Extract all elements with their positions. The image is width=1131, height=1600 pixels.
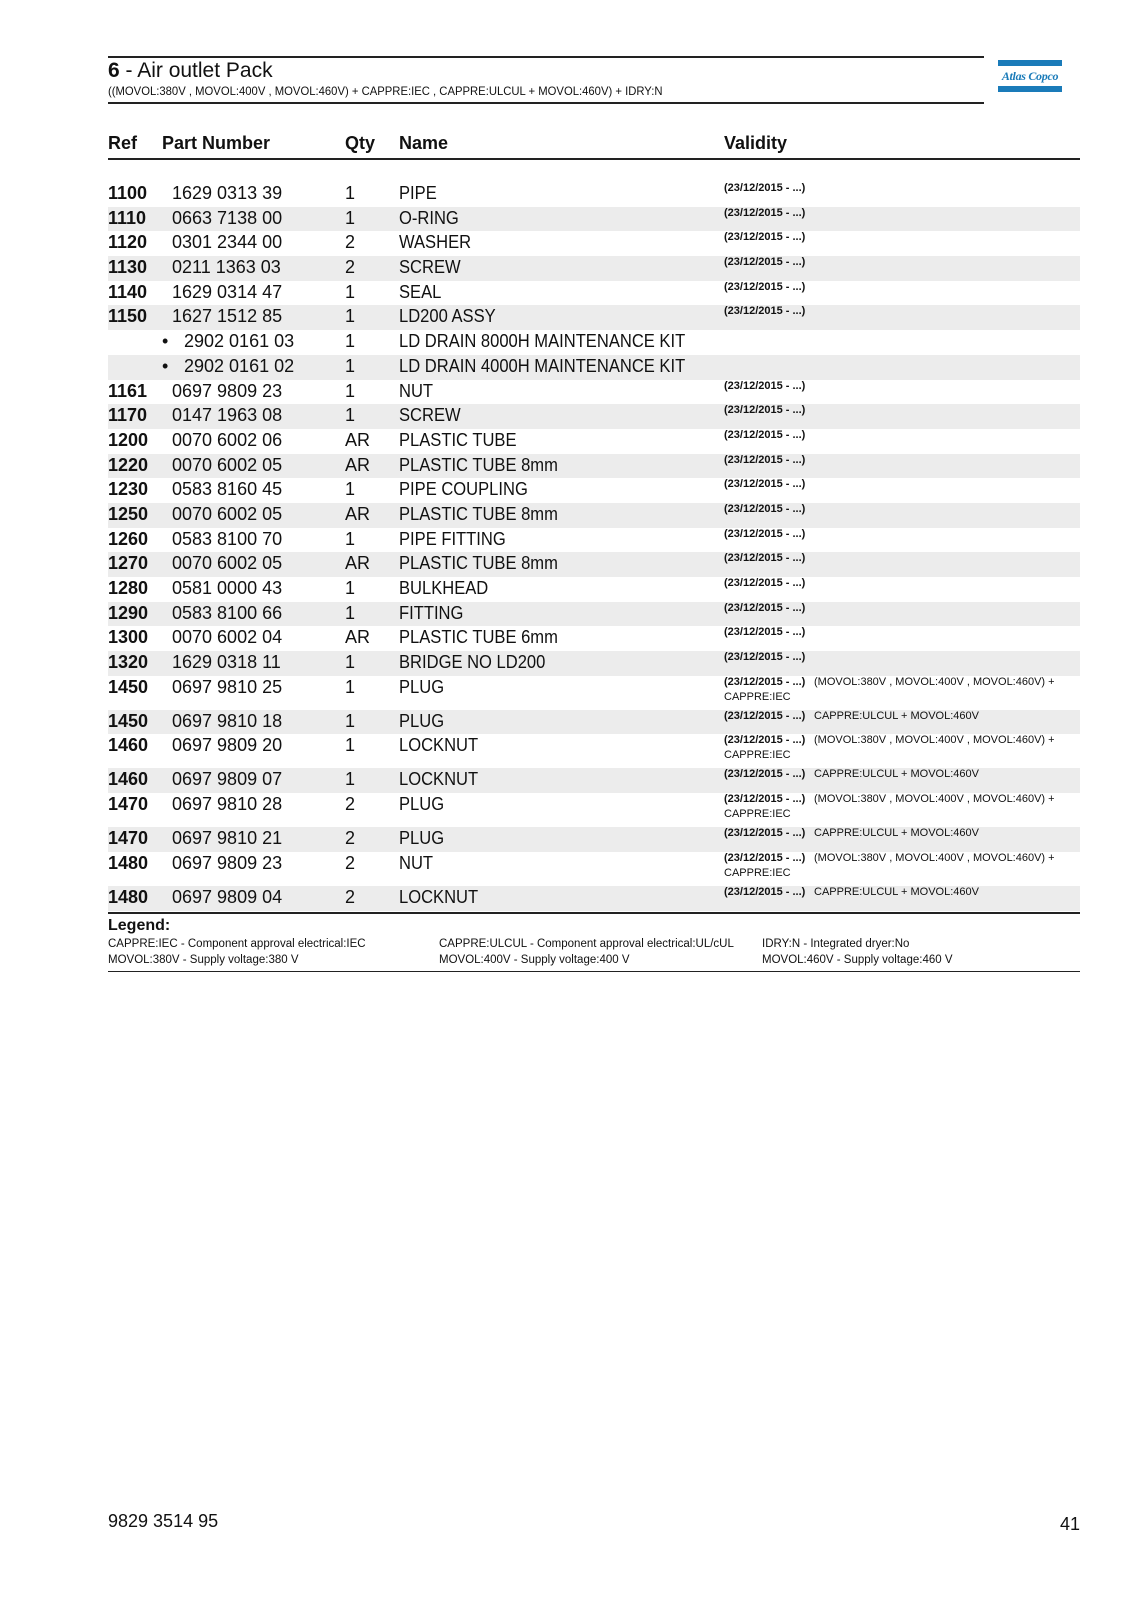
ref-cell: 1460 <box>108 769 149 790</box>
part-number-cell: 0070 6002 05 <box>172 503 283 524</box>
part-number-cell: 2902 0161 02 <box>184 355 295 376</box>
table-row <box>108 256 1080 281</box>
legend-title: Legend: <box>108 917 171 934</box>
validity-condition: (MOVOL:380V , MOVOL:400V , MOVOL:460V) + <box>814 793 1055 806</box>
table-row <box>108 429 1080 454</box>
validity-date: (23/12/2015 - ...) <box>724 182 806 194</box>
name-cell: PIPE <box>399 183 437 203</box>
ref-cell: 1470 <box>108 794 149 815</box>
part-number-cell: 0147 1963 08 <box>172 405 283 426</box>
qty-cell: 1 <box>345 652 356 673</box>
validity-date: (23/12/2015 - ...) <box>724 428 806 441</box>
table-row <box>108 552 1080 577</box>
table-row <box>108 602 1080 627</box>
ref-cell: 1270 <box>108 553 149 574</box>
legend-item: CAPPRE:ULCUL - Component approval electrical:UL/cUL <box>439 938 734 950</box>
name-cell: PLASTIC TUBE 8mm <box>399 503 558 524</box>
name-cell: PLASTIC TUBE 6mm <box>399 627 558 648</box>
table-row <box>108 380 1080 405</box>
qty-cell: 1 <box>345 306 356 327</box>
part-number-cell: 0211 1363 03 <box>172 257 281 278</box>
part-number-cell: 0070 6002 05 <box>172 553 283 574</box>
validity-date: (23/12/2015 - ...) <box>724 404 806 417</box>
ref-cell: 1290 <box>108 602 149 623</box>
validity-date: (23/12/2015 - ...) <box>724 885 806 898</box>
part-number-cell: 0301 2344 00 <box>172 232 283 253</box>
qty-cell: AR <box>345 553 371 574</box>
col-header-part-number: Part Number <box>162 133 271 153</box>
ref-cell: 1170 <box>108 405 148 426</box>
part-number-cell: 0070 6002 06 <box>172 429 283 450</box>
qty-cell: 2 <box>345 828 356 849</box>
validity-date: (23/12/2015 - ...) <box>724 601 806 614</box>
qty-cell: 1 <box>345 769 356 790</box>
qty-cell: 2 <box>345 852 356 873</box>
legend-item: MOVOL:380V - Supply voltage:380 V <box>108 954 299 966</box>
table-row <box>108 231 1080 256</box>
part-number-cell: 0070 6002 05 <box>172 454 283 475</box>
section-header <box>108 56 984 104</box>
validity-condition-continued: CAPPRE:IEC <box>724 866 791 879</box>
qty-cell: 2 <box>345 794 356 815</box>
name-cell: BRIDGE NO LD200 <box>399 652 546 673</box>
table-row <box>108 478 1080 503</box>
validity-condition: CAPPRE:ULCUL + MOVOL:460V <box>814 885 979 898</box>
qty-cell: 1 <box>345 355 356 376</box>
ref-cell: 1460 <box>108 735 149 756</box>
name-cell: BULKHEAD <box>399 578 489 598</box>
ref-cell: 1200 <box>108 429 149 450</box>
validity-date: (23/12/2015 - ...) <box>724 675 806 688</box>
validity-date: (23/12/2015 - ...) <box>724 478 806 491</box>
table-row <box>108 454 1080 479</box>
validity-date: (23/12/2015 - ...) <box>724 527 806 540</box>
part-number-cell: 1629 0313 39 <box>172 183 283 203</box>
validity-condition: (MOVOL:380V , MOVOL:400V , MOVOL:460V) + <box>814 675 1055 688</box>
part-number-cell: 1629 0314 47 <box>172 281 283 302</box>
logo-text: Atlas Copco <box>1001 69 1059 83</box>
validity-condition: CAPPRE:ULCUL + MOVOL:460V <box>814 709 979 722</box>
qty-cell: 1 <box>345 380 356 401</box>
section-title <box>108 59 273 83</box>
validity-condition: (MOVOL:380V , MOVOL:400V , MOVOL:460V) + <box>814 851 1055 864</box>
col-header-validity: Validity <box>724 133 788 153</box>
part-number-cell: 0697 9809 04 <box>172 886 283 907</box>
qty-cell: 1 <box>345 405 356 426</box>
table-row <box>108 404 1080 429</box>
name-cell: NUT <box>399 852 434 873</box>
legend-item: MOVOL:460V - Supply voltage:460 V <box>762 954 953 966</box>
validity-date: (23/12/2015 - ...) <box>724 651 806 664</box>
qty-cell: 1 <box>345 183 356 203</box>
qty-cell: 1 <box>345 281 356 302</box>
ref-cell: 1130 <box>108 257 148 278</box>
part-number-cell: 0697 9810 25 <box>172 676 283 697</box>
ref-cell: 1450 <box>108 676 149 697</box>
section-subtitle: ((MOVOL:380V , MOVOL:400V , MOVOL:460V) + CAPPRE:IEC , CAPPRE:ULCUL + MOVOL:460V) + IDRY:N <box>108 84 663 98</box>
logo-bar-top <box>998 60 1062 66</box>
part-number-cell: 0583 8160 45 <box>172 479 283 500</box>
validity-condition-continued: CAPPRE:IEC <box>724 749 791 762</box>
name-cell: WASHER <box>399 232 472 253</box>
part-number-cell: 0663 7138 00 <box>172 207 283 228</box>
name-cell: LD DRAIN 8000H MAINTENANCE KIT <box>399 331 686 352</box>
table-row <box>108 528 1080 553</box>
validity-date: (23/12/2015 - ...) <box>724 305 806 318</box>
table-row <box>108 886 1080 911</box>
ref-cell: 1120 <box>108 232 148 253</box>
page-number: 41 <box>1059 1514 1080 1534</box>
validity-condition-continued: CAPPRE:IEC <box>724 808 791 821</box>
name-cell: LOCKNUT <box>399 735 479 756</box>
name-cell: LD DRAIN 4000H MAINTENANCE KIT <box>399 355 686 376</box>
legend <box>108 912 1080 972</box>
validity-date: (23/12/2015 - ...) <box>724 502 806 515</box>
name-cell: PIPE FITTING <box>399 528 506 549</box>
validity-condition: CAPPRE:ULCUL + MOVOL:460V <box>814 827 979 840</box>
validity-date: (23/12/2015 - ...) <box>724 768 806 781</box>
legend-item: MOVOL:400V - Supply voltage:400 V <box>439 954 630 966</box>
ref-cell: 1250 <box>108 503 149 524</box>
table-row <box>108 793 1080 827</box>
validity-date: (23/12/2015 - ...) <box>724 206 806 219</box>
validity-date: (23/12/2015 - ...) <box>724 231 806 244</box>
part-number-cell: 0583 8100 66 <box>172 602 283 623</box>
name-cell: SEAL <box>399 281 442 302</box>
name-cell: FITTING <box>399 602 464 623</box>
ref-cell: 1230 <box>108 479 149 500</box>
logo-bar-bottom <box>998 86 1062 92</box>
table-row <box>108 676 1080 710</box>
qty-cell: 1 <box>345 735 356 756</box>
name-cell: PIPE COUPLING <box>399 479 528 500</box>
legend-item: IDRY:N - Integrated dryer:No <box>762 938 910 950</box>
col-header-name: Name <box>399 133 449 153</box>
validity-date: (23/12/2015 - ...) <box>724 851 806 864</box>
part-number-cell: 0697 9810 28 <box>172 794 283 815</box>
table-row <box>108 651 1080 676</box>
legend-item: CAPPRE:IEC - Component approval electrical:IEC <box>108 938 366 950</box>
table-row <box>108 577 1080 602</box>
qty-cell: AR <box>345 503 371 524</box>
validity-date: (23/12/2015 - ...) <box>724 827 806 840</box>
validity-date: (23/12/2015 - ...) <box>724 256 806 269</box>
part-number-cell: 0697 9809 23 <box>172 380 283 401</box>
table-row-subpart <box>108 330 1080 355</box>
validity-date: (23/12/2015 - ...) <box>724 793 806 806</box>
col-header-ref: Ref <box>108 133 138 153</box>
name-cell: PLUG <box>399 710 445 731</box>
part-number-cell: 0697 9809 20 <box>172 735 283 756</box>
part-number-cell: 0697 9809 23 <box>172 852 283 873</box>
validity-date: (23/12/2015 - ...) <box>724 626 806 639</box>
qty-cell: AR <box>345 454 371 475</box>
section-title-text: - Air outlet Pack <box>119 59 273 82</box>
name-cell: LD200 ASSY <box>399 306 496 327</box>
validity-date: (23/12/2015 - ...) <box>724 734 806 747</box>
qty-cell: 1 <box>345 331 356 352</box>
ref-cell: 1150 <box>108 306 148 327</box>
name-cell: PLUG <box>399 794 445 815</box>
part-number-cell: 1627 1512 85 <box>172 306 283 327</box>
name-cell: PLASTIC TUBE 8mm <box>399 553 558 574</box>
qty-cell: 1 <box>345 602 356 623</box>
validity-condition-continued: CAPPRE:IEC <box>724 690 791 703</box>
ref-cell: 1140 <box>108 281 148 302</box>
qty-cell: 1 <box>345 578 356 598</box>
table-row <box>108 626 1080 651</box>
qty-cell: AR <box>345 627 371 648</box>
qty-cell: 1 <box>345 207 356 228</box>
part-number-cell: 0697 9809 07 <box>172 769 283 790</box>
table-row <box>108 710 1080 735</box>
ref-cell: 1450 <box>108 710 149 731</box>
table-row <box>108 207 1080 232</box>
ref-cell: 1110 <box>108 207 147 228</box>
part-number-cell: 0697 9810 18 <box>172 710 283 731</box>
table-row-subpart <box>108 355 1080 380</box>
validity-date: (23/12/2015 - ...) <box>724 709 806 722</box>
name-cell: LOCKNUT <box>399 886 479 907</box>
part-number-cell: 0583 8100 70 <box>172 528 283 549</box>
table-row <box>108 852 1080 886</box>
table-row <box>108 503 1080 528</box>
table-row <box>108 281 1080 306</box>
ref-cell: 1220 <box>108 454 149 475</box>
table-row <box>108 768 1080 793</box>
bullet-icon: • <box>162 355 169 376</box>
ref-cell: 1280 <box>108 578 149 598</box>
table-row <box>108 827 1080 852</box>
ref-cell: 1300 <box>108 627 149 648</box>
name-cell: PLUG <box>399 676 445 697</box>
part-number-cell: 1629 0318 11 <box>172 652 281 673</box>
ref-cell: 1100 <box>108 183 148 203</box>
part-number-cell: 0581 0000 43 <box>172 578 283 598</box>
table-row <box>108 182 1080 207</box>
validity-date: (23/12/2015 - ...) <box>724 552 806 565</box>
name-cell: LOCKNUT <box>399 769 479 790</box>
qty-cell: 1 <box>345 479 356 500</box>
document-number: 9829 3514 95 <box>108 1511 219 1531</box>
validity-date: (23/12/2015 - ...) <box>724 577 806 589</box>
ref-cell: 1480 <box>108 886 149 907</box>
name-cell: SCREW <box>399 405 461 426</box>
name-cell: PLASTIC TUBE <box>399 429 517 450</box>
ref-cell: 1161 <box>108 380 148 401</box>
qty-cell: 2 <box>345 232 356 253</box>
parts-table-body <box>108 182 1080 911</box>
qty-cell: 1 <box>345 676 356 697</box>
qty-cell: 2 <box>345 257 356 278</box>
name-cell: PLASTIC TUBE 8mm <box>399 454 558 475</box>
name-cell: PLUG <box>399 828 445 849</box>
qty-cell: 1 <box>345 710 356 731</box>
ref-cell: 1320 <box>108 652 149 673</box>
ref-cell: 1470 <box>108 828 149 849</box>
validity-date: (23/12/2015 - ...) <box>724 379 806 392</box>
ref-cell: 1260 <box>108 528 149 549</box>
part-number-cell: 0697 9810 21 <box>172 828 283 849</box>
validity-condition: (MOVOL:380V , MOVOL:400V , MOVOL:460V) + <box>814 734 1055 747</box>
validity-condition: CAPPRE:ULCUL + MOVOL:460V <box>814 768 979 781</box>
part-number-cell: 0070 6002 04 <box>172 627 283 648</box>
table-header <box>108 128 1080 160</box>
part-number-cell: 2902 0161 03 <box>184 331 295 352</box>
name-cell: NUT <box>399 380 434 401</box>
qty-cell: 1 <box>345 528 356 549</box>
name-cell: SCREW <box>399 257 461 278</box>
col-header-qty: Qty <box>345 133 376 153</box>
qty-cell: 2 <box>345 886 356 907</box>
validity-date: (23/12/2015 - ...) <box>724 453 806 466</box>
qty-cell: AR <box>345 429 371 450</box>
bullet-icon: • <box>162 331 169 352</box>
table-row <box>108 305 1080 330</box>
name-cell: O-RING <box>399 207 459 228</box>
atlas-copco-logo <box>998 60 1062 94</box>
validity-date: (23/12/2015 - ...) <box>724 280 806 293</box>
ref-cell: 1480 <box>108 852 149 873</box>
table-row <box>108 734 1080 768</box>
section-number: 6 <box>108 59 120 82</box>
